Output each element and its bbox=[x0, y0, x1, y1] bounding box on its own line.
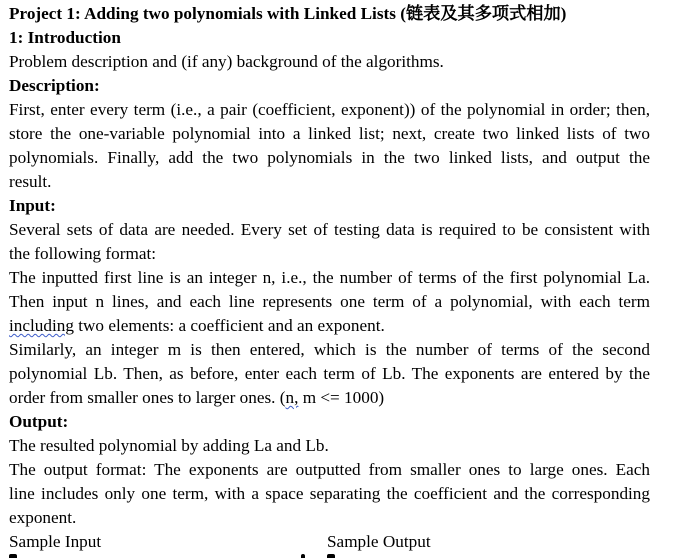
sample-labels-row bbox=[9, 530, 650, 554]
spellcheck-word-n: n, bbox=[285, 388, 299, 407]
input-heading: Input: bbox=[9, 196, 56, 215]
input-line: Then input n lines, and each line represents one term of a polynomial, with each term bbox=[9, 292, 650, 311]
sample-input-label: Sample Input bbox=[9, 532, 102, 551]
output-heading: Output: bbox=[9, 412, 69, 431]
sample-output-label: Sample Output bbox=[327, 532, 431, 551]
input-line-rest: two elements: a coefficient and an exponent. bbox=[73, 316, 385, 335]
input-line: Several sets of data are needed. Every set of testing data is required to be consistent with bbox=[9, 220, 650, 239]
description-line: result. bbox=[9, 172, 52, 191]
input-line bbox=[9, 386, 650, 410]
output-line: line includes only one term, with a space separating the coefficient and the corresponding bbox=[9, 484, 650, 503]
description-heading: Description: bbox=[9, 76, 100, 95]
description-line: First, enter every term (i.e., a pair (coefficient, exponent)) of the polynomial in order; then, bbox=[9, 100, 650, 119]
input-line: polynomial Lb. Then, as before, enter each term of Lb. The exponents are entered by the bbox=[9, 364, 650, 383]
input-order-limit: m <= 1000) bbox=[298, 388, 385, 407]
input-line bbox=[9, 314, 650, 338]
input-line: the following format: bbox=[9, 244, 157, 263]
project-title: Project 1: Adding two polynomials with Linked Lists (链表及其多项式相加) bbox=[9, 4, 567, 23]
introduction-heading: 1: Introduction bbox=[9, 28, 121, 47]
output-line: exponent. bbox=[9, 508, 77, 527]
input-order-text: order from smaller ones to larger ones. ( bbox=[9, 388, 286, 407]
input-line: The inputted first line is an integer n, i.e., the number of terms of the first polynomial La. bbox=[9, 268, 650, 287]
description-line: polynomials. Finally, add the two polynomials in the two linked lists, and output the bbox=[9, 148, 650, 167]
introduction-text: Problem description and (if any) background of the algorithms. bbox=[9, 52, 444, 71]
output-line: The resulted polynomial by adding La and Lb. bbox=[9, 436, 329, 455]
input-line: Similarly, an integer m is then entered, which is the number of terms of the second bbox=[9, 340, 650, 359]
clipped-next-line bbox=[9, 554, 650, 560]
description-line: store the one-variable polynomial into a linked list; next, create two linked lists of two bbox=[9, 124, 650, 143]
output-line: The output format: The exponents are outputted from smaller ones to large ones. Each bbox=[9, 460, 650, 479]
spellcheck-word-including: including bbox=[9, 316, 74, 335]
